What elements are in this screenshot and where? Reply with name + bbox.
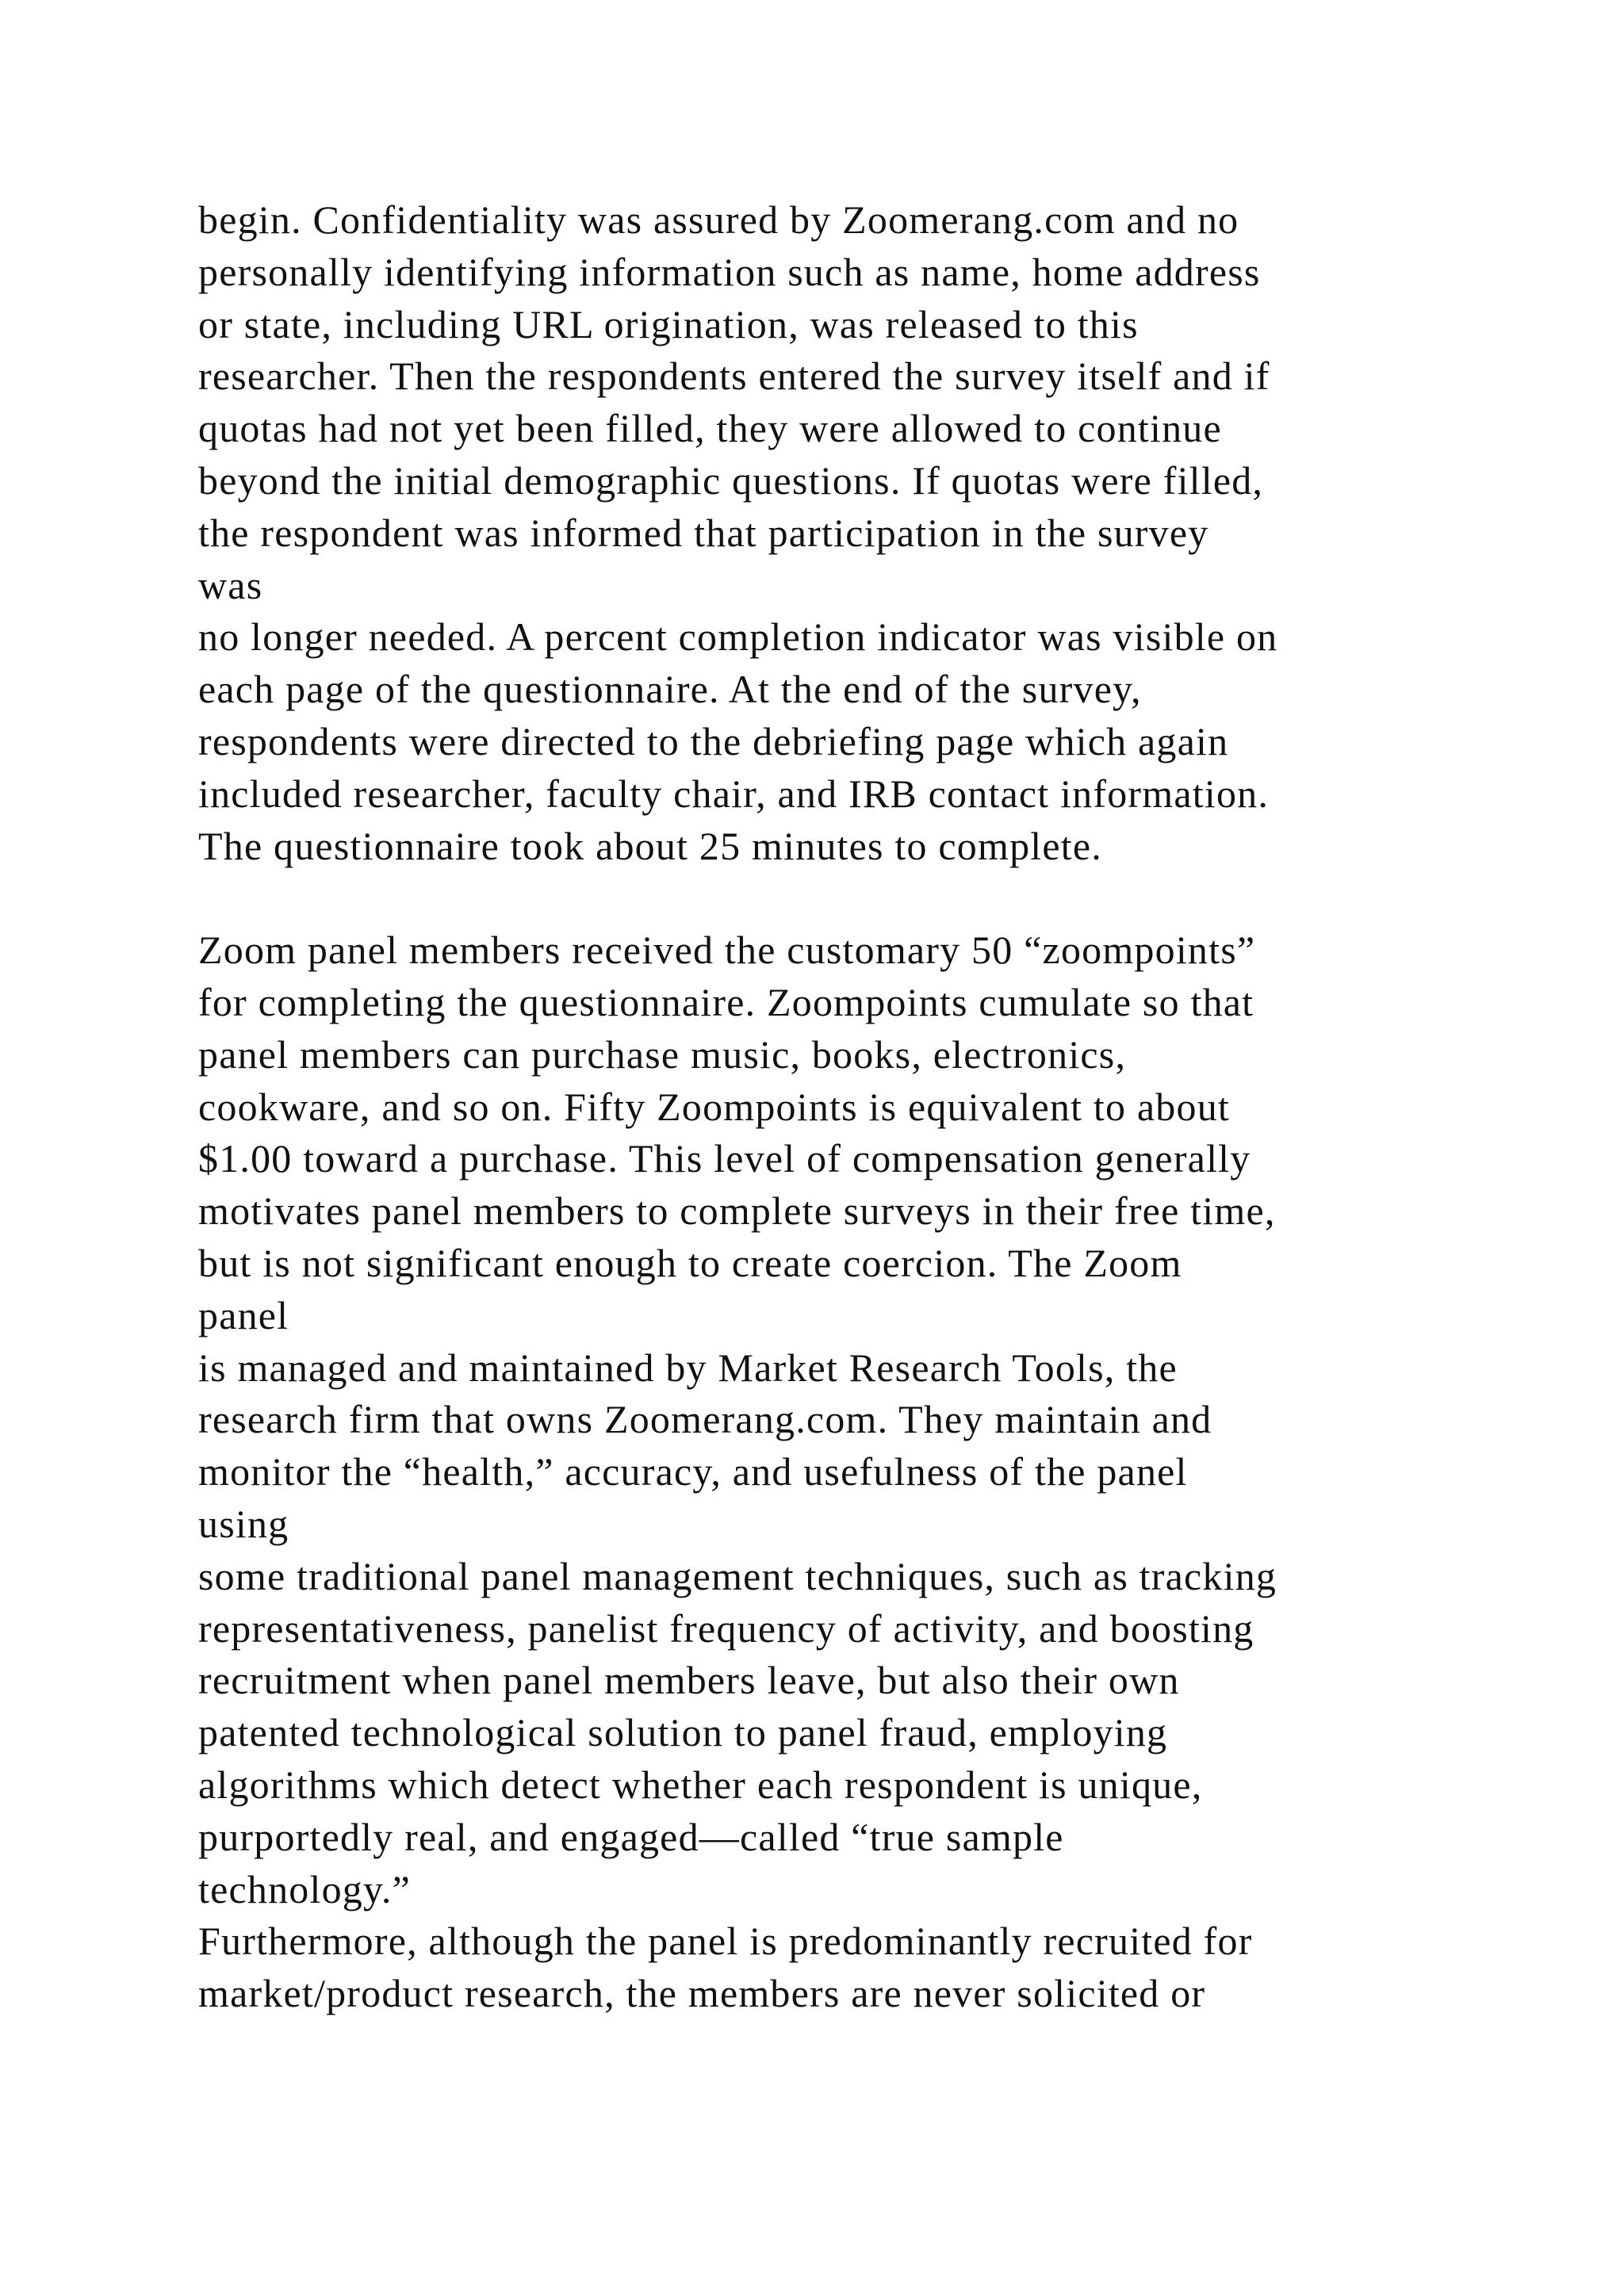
text-line: panel [198, 1292, 289, 1337]
text-line: is managed and maintained by Market Research Tools, the [198, 1345, 1178, 1390]
text-line: quotas had not yet been filled, they were allowed to continue [198, 406, 1222, 451]
text-line: each page of the questionnaire. At the end of the survey, [198, 667, 1142, 712]
text-line: market/product research, the members are never solicited or [198, 1971, 1206, 2016]
text-line: research firm that owns Zoomerang.com. They maintain and [198, 1397, 1212, 1442]
text-line: researcher. Then the respondents entered the survey itself and if [198, 354, 1270, 399]
text-line: Zoom panel members received the customary 50 “zoompoints” [198, 928, 1256, 973]
text-line: cookware, and so on. Fifty Zoompoints is equivalent to about [198, 1084, 1230, 1129]
text-line: no longer needed. A percent completion indicator was visible on [198, 614, 1278, 660]
text-line: recruitment when panel members leave, but also their own [198, 1658, 1180, 1703]
text-line: panel members can purchase music, books, electronics, [198, 1031, 1127, 1077]
text-line: motivates panel members to complete surveys in their free time, [198, 1188, 1276, 1234]
text-line: monitor the “health,” accuracy, and usefulness of the panel [198, 1449, 1188, 1494]
text-line: using [198, 1501, 289, 1546]
text-line: for completing the questionnaire. Zoompoints cumulate so that [198, 979, 1254, 1024]
text-line: purportedly real, and engaged—called “true sample [198, 1814, 1064, 1859]
text-line: $1.00 toward a purchase. This level of compensation generally [198, 1136, 1251, 1181]
text-line: patented technological solution to panel fraud, employing [198, 1710, 1168, 1755]
text-line: begin. Confidentiality was assured by Zoomerang.com and no [198, 197, 1239, 242]
text-line: personally identifying information such as name, home address [198, 249, 1261, 294]
text-line: respondents were directed to the debriefing page which again [198, 718, 1229, 763]
text-line: technology.” [198, 1866, 412, 1911]
text-line: or state, including URL origination, was released to this [198, 301, 1139, 346]
text-line: was [198, 562, 263, 607]
body-text [198, 194, 1546, 2020]
text-line: included researcher, faculty chair, and IRB contact information. [198, 771, 1270, 816]
text-line: The questionnaire took about 25 minutes to complete. [198, 823, 1102, 868]
blank-line [198, 872, 1546, 924]
text-line: algorithms which detect whether each respondent is unique, [198, 1762, 1203, 1807]
text-line: representativeness, panelist frequency of activity, and boosting [198, 1605, 1254, 1651]
text-line: the respondent was informed that participation in the survey [198, 510, 1209, 555]
text-line: but is not significant enough to create coercion. The Zoom [198, 1240, 1182, 1285]
text-line: beyond the initial demographic questions. If quotas were filled, [198, 457, 1264, 503]
text-line: Furthermore, although the panel is predominantly recruited for [198, 1919, 1253, 1964]
text-line: some traditional panel management techniques, such as tracking [198, 1553, 1277, 1598]
